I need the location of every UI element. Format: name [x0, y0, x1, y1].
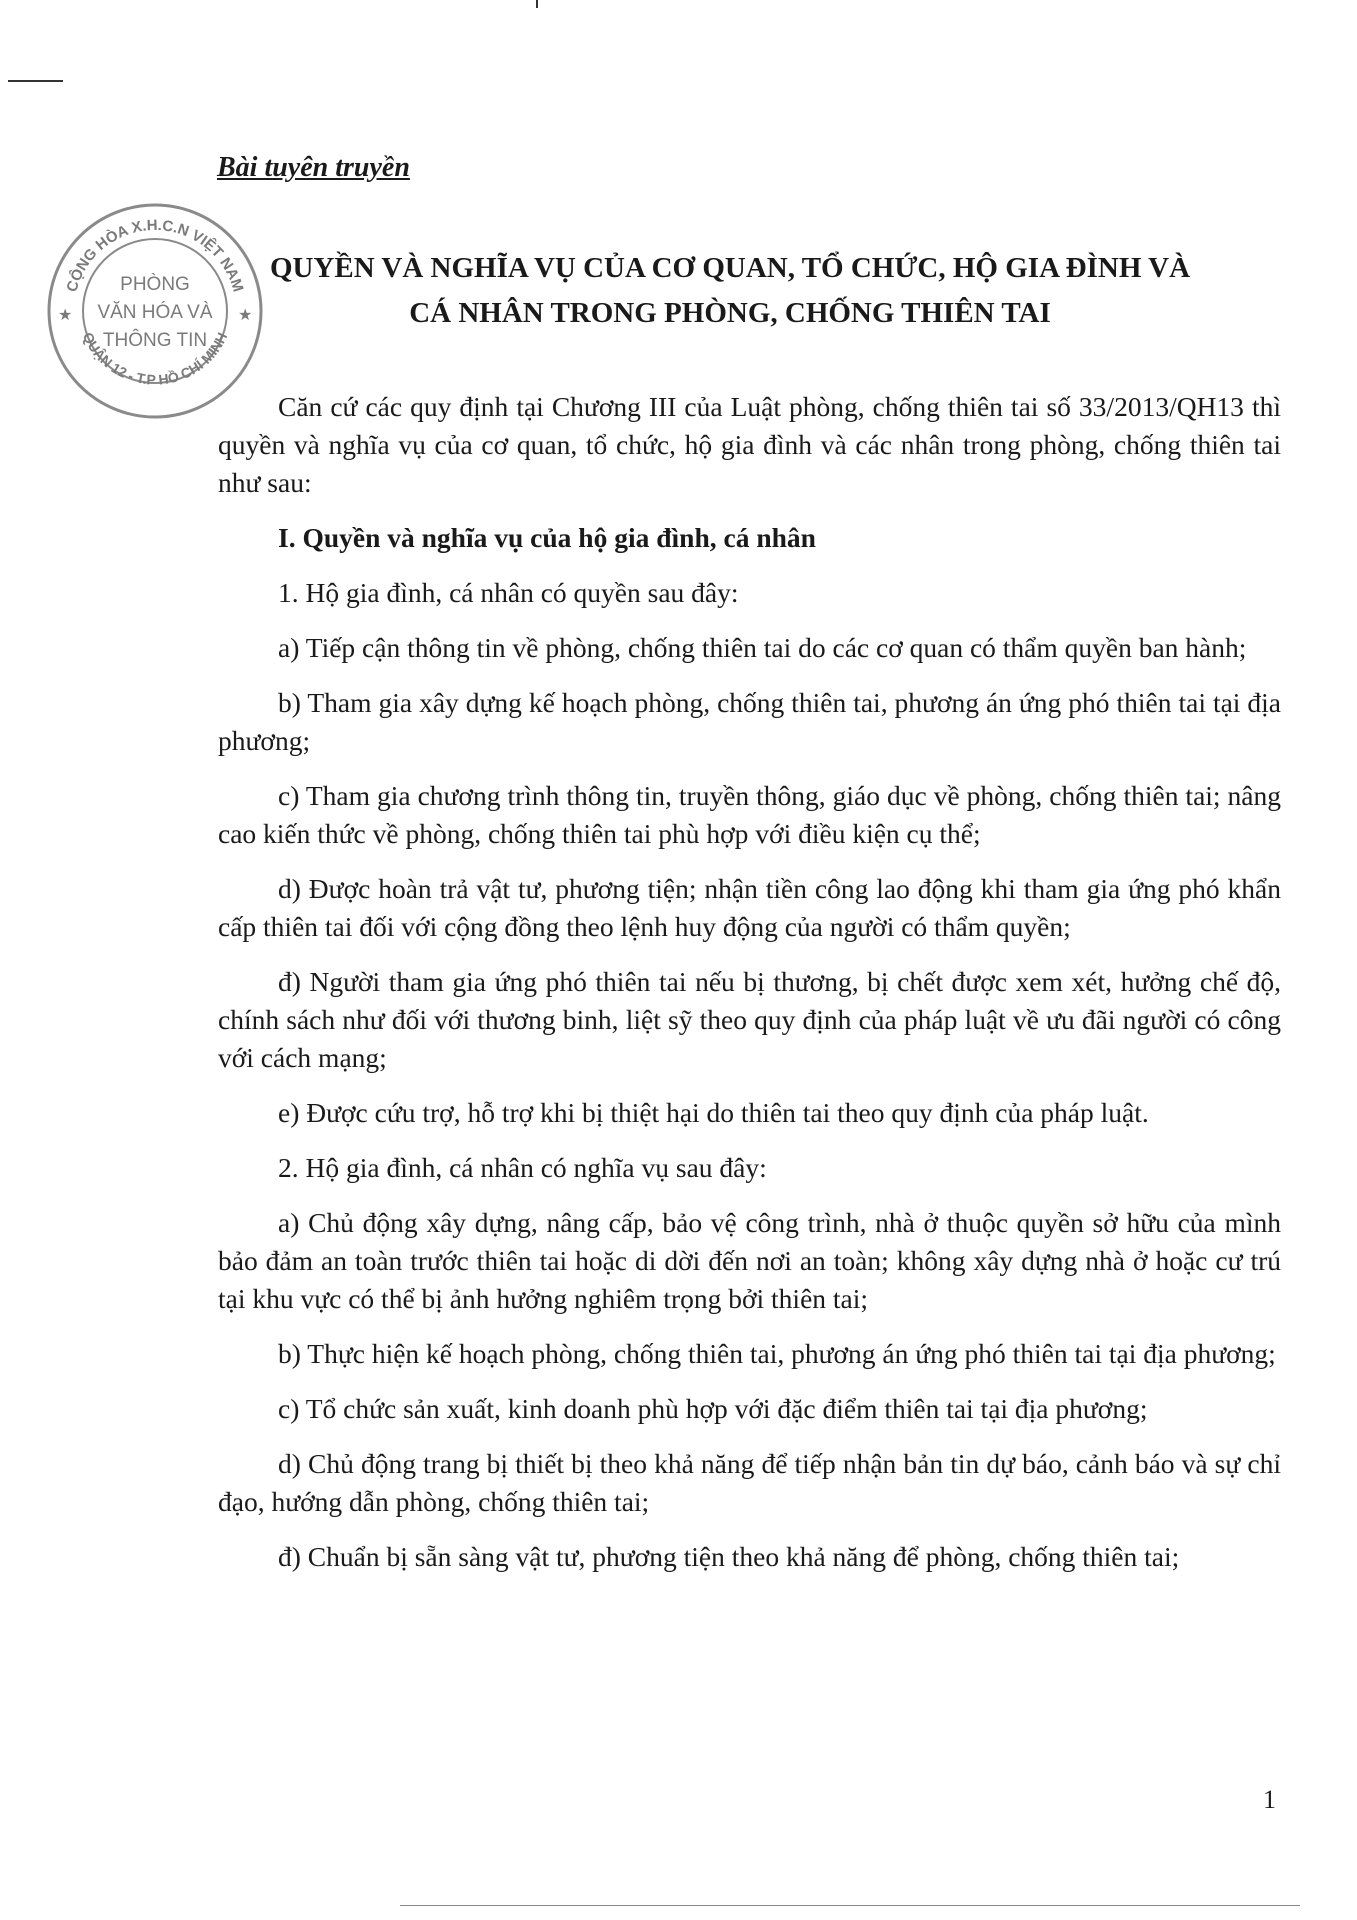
duties-item: b) Thực hiện kế hoạch phòng, chống thiên tai, phương án ứng phó thiên tai tại địa phương;: [278, 1338, 1276, 1369]
intro-paragraph: Căn cứ các quy định tại Chương III của Luật phòng, chống thiên tai số 33/2013/QH13 thì quyền và nghĩa vụ của cơ quan, tổ chức, hộ gia đình và các nhân trong phòng, chống thiên tai như sau:: [218, 391, 1281, 498]
rights-item: b) Tham gia xây dựng kế hoạch phòng, chống thiên tai, phương án ứng phó thiên tai tại địa phương;: [218, 687, 1281, 756]
rights-item: c) Tham gia chương trình thông tin, truyền thông, giáo dục về phòng, chống thiên tai; nâng cao kiến thức về phòng, chống thiên tai phù hợp với điều kiện cụ thể;: [218, 780, 1281, 849]
seal-line-3: THÔNG TIN: [102, 330, 208, 351]
title-line-1: QUYỀN VÀ NGHĨA VỤ CỦA CƠ QUAN, TỔ CHỨC, HỘ GIA ĐÌNH VÀ: [269, 252, 1191, 284]
seal-line-1: PHÒNG: [120, 274, 190, 295]
scan-mark-top: [536, 0, 538, 8]
duties-item: c) Tổ chức sản xuất, kinh doanh phù hợp với đặc điểm thiên tai tại địa phương;: [278, 1393, 1148, 1424]
section-heading: I. Quyền và nghĩa vụ của hộ gia đình, cá nhân: [278, 522, 816, 553]
seal-star-right-icon: ★: [238, 307, 253, 324]
seal-bottom-arc: QUẬN 12 - T.P HỒ CHÍ MINH: [79, 329, 231, 388]
duties-item: a) Chủ động xây dựng, nâng cấp, bảo vệ công trình, nhà ở thuộc quyền sở hữu của mình bảo đảm an toàn trước thiên tai hoặc di dời đến nơi an toàn; không xây dựng nhà ở hoặc cư trú tại khu vực có thể bị ảnh hưởng nghiêm trọng bởi thiên tai;: [218, 1207, 1281, 1314]
rights-item: d) Được hoàn trả vật tư, phương tiện; nhận tiền công lao động khi tham gia ứng phó khẩn cấp thiên tai đối với cộng đồng theo lệnh huy động của người có thẩm quyền;: [218, 873, 1281, 942]
seal-star-left-icon: ★: [58, 307, 73, 324]
rights-item: a) Tiếp cận thông tin về phòng, chống thiên tai do các cơ quan có thẩm quyền ban hành;: [278, 632, 1247, 663]
rights-heading: 1. Hộ gia đình, cá nhân có quyền sau đây:: [278, 577, 739, 608]
seal-top-arc: CỘNG HÒA X.H.C.N VIỆT NAM: [63, 216, 247, 294]
duties-item: d) Chủ động trang bị thiết bị theo khả năng để tiếp nhận bản tin dự báo, cảnh báo và sự chỉ đạo, hướng dẫn phòng, chống thiên tai;: [218, 1448, 1281, 1517]
page-number: 1: [1263, 1785, 1276, 1814]
duties-item: đ) Chuẩn bị sẵn sàng vật tư, phương tiện theo khả năng để phòng, chống thiên tai;: [278, 1541, 1180, 1572]
duties-heading: 2. Hộ gia đình, cá nhân có nghĩa vụ sau đây:: [278, 1152, 767, 1183]
rights-item: e) Được cứu trợ, hỗ trợ khi bị thiệt hại do thiên tai theo quy định của pháp luật.: [278, 1097, 1149, 1128]
title-line-2: CÁ NHÂN TRONG PHÒNG, CHỐNG THIÊN TAI: [409, 297, 1051, 329]
document-label: Bài tuyên truyền: [217, 152, 410, 183]
document-body: [218, 388, 1281, 1593]
document-title: [200, 246, 1260, 336]
seal-line-2: VĂN HÓA VÀ: [97, 302, 213, 323]
rights-item: đ) Người tham gia ứng phó thiên tai nếu bị thương, bị chết được xem xét, hưởng chế độ, chính sách như đối với thương binh, liệt sỹ theo quy định của pháp luật về ưu đãi người có công với cách mạng;: [218, 966, 1281, 1073]
scan-mark-left: [8, 80, 63, 82]
page-bottom-rule: [400, 1905, 1300, 1906]
